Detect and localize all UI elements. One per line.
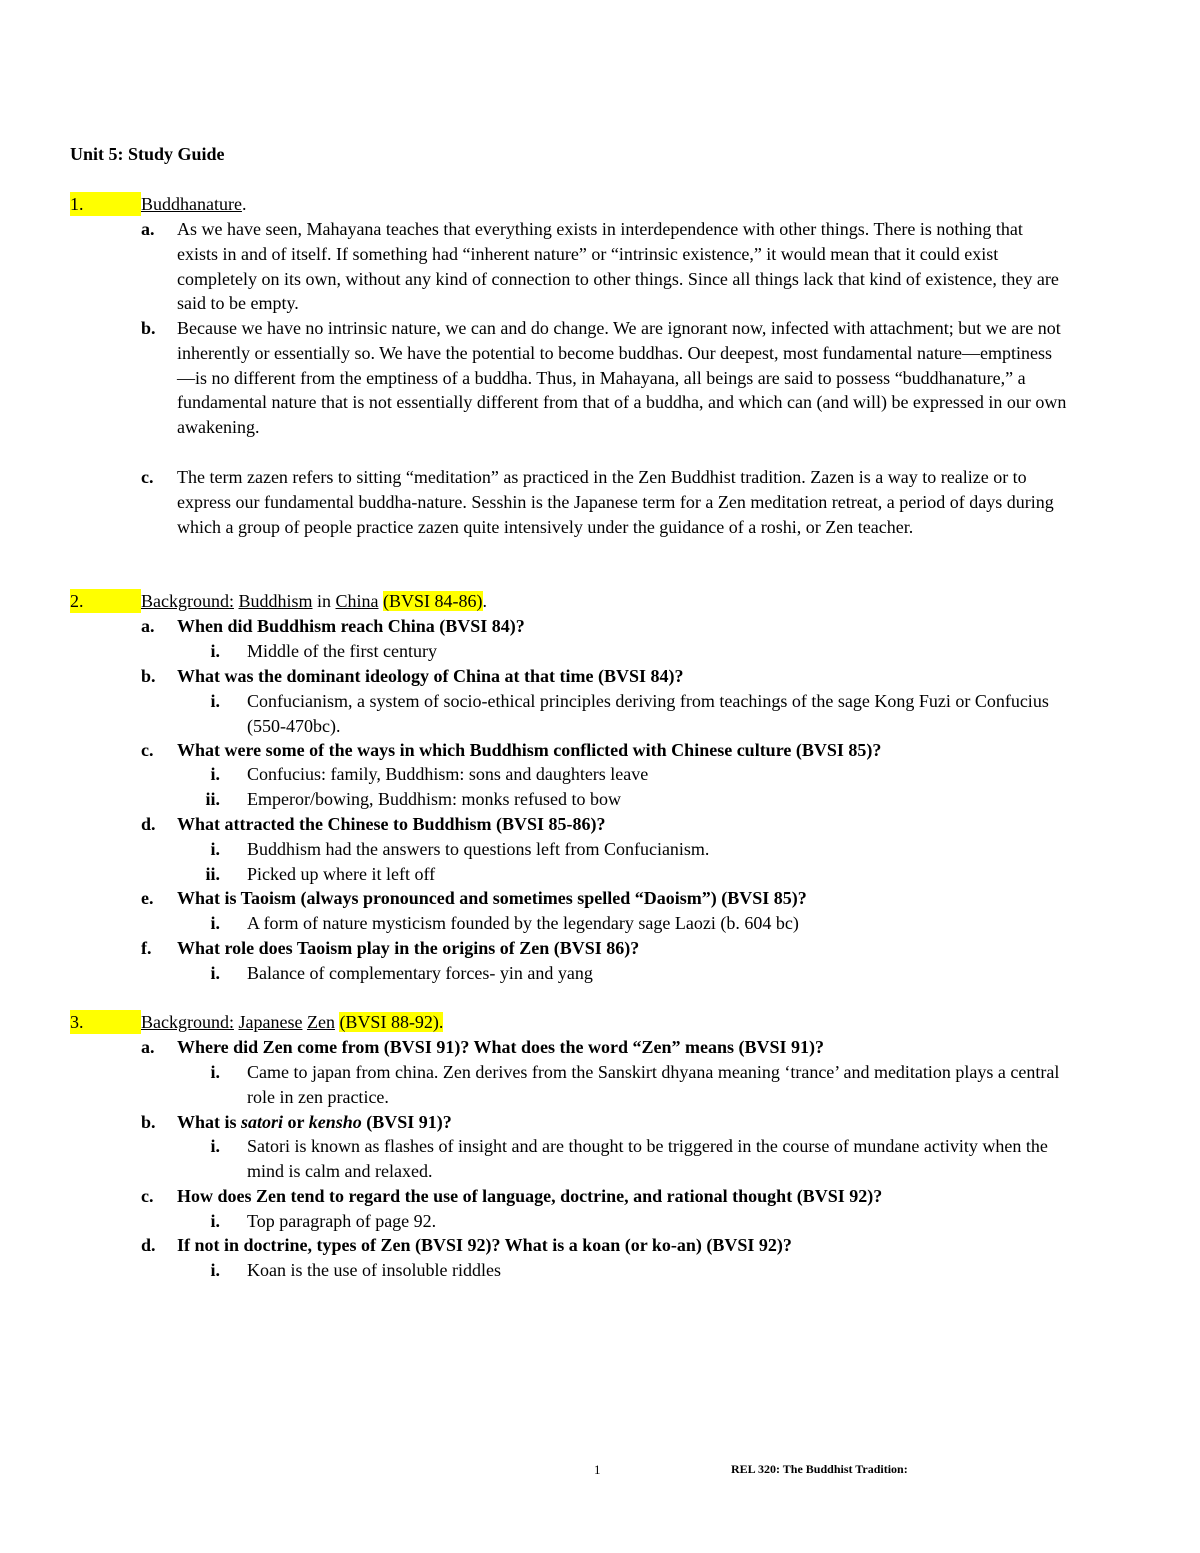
- reference-highlight: (BVSI 84-86): [383, 591, 483, 611]
- section-heading: 2. Background: Buddhism in China (BVSI 84-86).: [70, 591, 488, 611]
- section-number: 1.: [70, 192, 141, 216]
- section-heading: 3. Background: Japanese Zen (BVSI 88-92).: [70, 1012, 444, 1032]
- course-title: REL 320: The Buddhist Tradition:: [731, 1462, 908, 1476]
- page-title: Unit 5: Study Guide: [70, 144, 225, 164]
- document-page: Unit 5: Study Guide 1. Buddhanature. a. As we have seen, Mahayana teaches that everything exists in interdependence with other things. There is nothing that exists in and of itself. If something had “inherent nature” or “intrinsic existence,” it would mean that it could exist completely on its own, without any kind of connection to other things. Since all things lack that kind of existence, they are said to be empty. b. Because we have no intrinsic nature, we can and do change. We are ignorant now, infected with attachment; but we are not inherently or essentially so. We have the potential to become buddhas. Our deepest, most fundamental nature—emptiness—is no different from the emptiness of a buddha. Thus, in Mahayana, all beings are said to possess “buddhanature,” a fundamental nature that is not essentially different from that of a buddha, and which can (and will) be expressed in our own awakening. c. The term zazen refers to sitting “meditation” as practiced in the Zen Buddhist tradition. Zazen is a way to realize or to express our fundamental buddha-nature. Sesshin is the Japanese term for a Zen meditation retreat, a period of days during which a group of people practice zazen quite intensively under the guidance of a roshi, or Zen teacher. 2. Background: Buddhism in China (BVSI 84-86). a. When did Buddhism reach China (BVSI 84)? i. Middle of the first century b. What was the dominant ideology of China at that time (BVSI 84)? i. Confucianism, a system of socio-ethical principles deriving from teachings of the sage Kong Fuzi or Confucius (550-470bc). c. What were some of the ways in which Buddhism conflicted with Chinese culture (BVSI 85)? i. Confucius: family, Buddhism: sons and daughters leave ii. Emperor/bowing, Buddhism: monks refused to bow d. What attracted the Chinese to Buddhism (BVSI 85-86)? i. Buddhism had the answers to questions left from Confucianism. ii. Picked up where it left off e. What is Taoism (always pronounced and sometimes spelled “Daoism”) (BVSI 85)? i. A form of nature mysticism founded by the legendary sage Laozi (b. 604 bc) f. What role does Taoism play in the origins of Zen (BVSI 86)? i. Balance of complementary forces- yin and yang 3. Background: Japanese Zen (BVSI 88-92). a. Where did Zen come from (BVSI 91)? What does the word “Zen” means (BVSI 91)? i. Came to japan from china. Zen derives from the Sanskirt dhyana meaning ‘trance’ and meditation plays a central role in zen practice. b. What is satori or kensho (BVSI 91)? i. Satori is known as flashes of insight and are thought to be triggered in the course of mundane activity when the mind is calm and relaxed. c. How does Zen tend to regard the use of language, doctrine, and rational thought (BVSI 92)? i. Top paragraph of page 92. d. If not in doctrine, types of Zen (BVSI 92)? What is a koan (or ko-an) (BVSI 92)? i. Koan is the use of insoluble riddles 1 REL 320: The Buddhist Tradition:: [70, 144, 1067, 1477]
- reference-highlight: (BVSI 88-92).: [339, 1012, 444, 1032]
- page-number: 1: [594, 1462, 601, 1477]
- heading-link: Buddhanature: [141, 194, 242, 214]
- section-heading: 1. Buddhanature.: [70, 194, 247, 214]
